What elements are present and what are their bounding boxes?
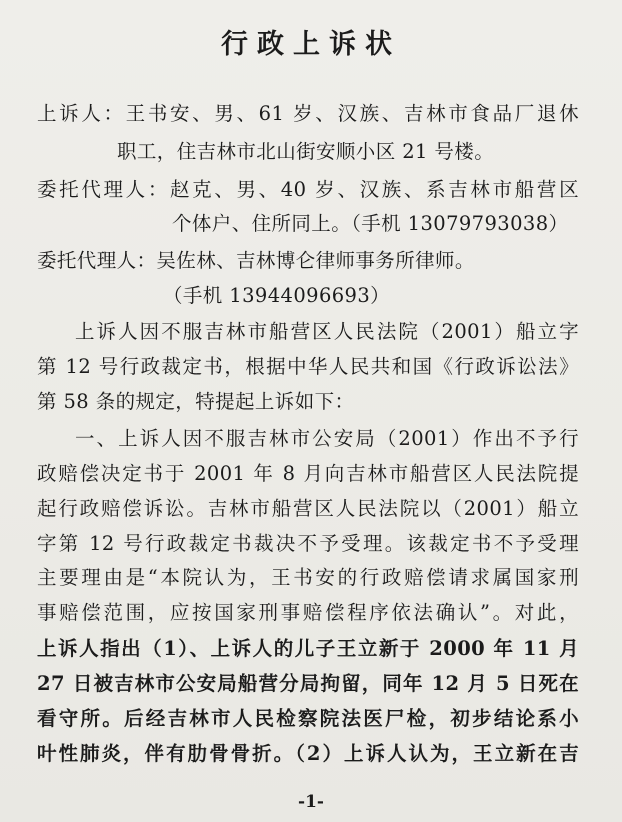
intro-line-3: 第 58 条的规定，特提起上诉如下： [37, 390, 355, 413]
body-line-4: 字第 12 号行政裁定书裁决不予受理。该裁定书不予受理 [37, 532, 579, 555]
page-number: -1- [298, 792, 324, 812]
body-line-3: 起行政赔偿诉讼。吉林市船营区人民法院以（2001）船立 [37, 497, 579, 520]
body-line-8: 27 日被吉林市公安局船营分局拘留，同年 12 月 5 日死在 [37, 672, 579, 695]
intro-line-2: 第 12 号行政裁定书，根据中华人民共和国《行政诉讼法》 [37, 355, 579, 378]
appellant-line-2: 职工，住吉林市北山街安顺小区 21 号楼。 [117, 140, 495, 163]
agent-1-line-2: 个体户、住所同上。（手机 13079793038） [172, 212, 569, 235]
body-line-7: 上诉人指出（1）、上诉人的儿子王立新于 2000 年 11 月 [37, 637, 579, 660]
agent-2-line-2: （手机 13944096693） [163, 284, 391, 307]
agent-1-line-1: 委托代理人：赵克、男、40 岁、汉族、系吉林市船营区 [37, 178, 579, 201]
body-line-5: 主要理由是“本院认为，王书安的行政赔偿请求属国家刑 [37, 566, 579, 589]
body-line-6: 事赔偿范围，应按国家刑事赔偿程序依法确认”。对此， [37, 601, 579, 624]
body-line-1: 一、上诉人因不服吉林市公安局（2001）作出不予行 [75, 427, 579, 450]
appellant-line-1: 上诉人：王书安、男、61 岁、汉族、吉林市食品厂退休 [37, 102, 579, 125]
body-line-2: 政赔偿决定书于 2001 年 8 月向吉林市船营区人民法院提 [37, 462, 579, 485]
document-title: 行政上诉状 [221, 29, 401, 60]
intro-line-1: 上诉人因不服吉林市船营区人民法院（2001）船立字 [75, 320, 579, 343]
agent-2-line-1: 委托代理人：吴佐林、吉林博仑律师事务所律师。 [37, 249, 475, 272]
body-line-9: 看守所。后经吉林市人民检察院法医尸检，初步结论系小 [37, 707, 579, 730]
body-line-10: 叶性肺炎，伴有肋骨骨折。（2）上诉人认为，王立新在吉 [37, 742, 579, 765]
